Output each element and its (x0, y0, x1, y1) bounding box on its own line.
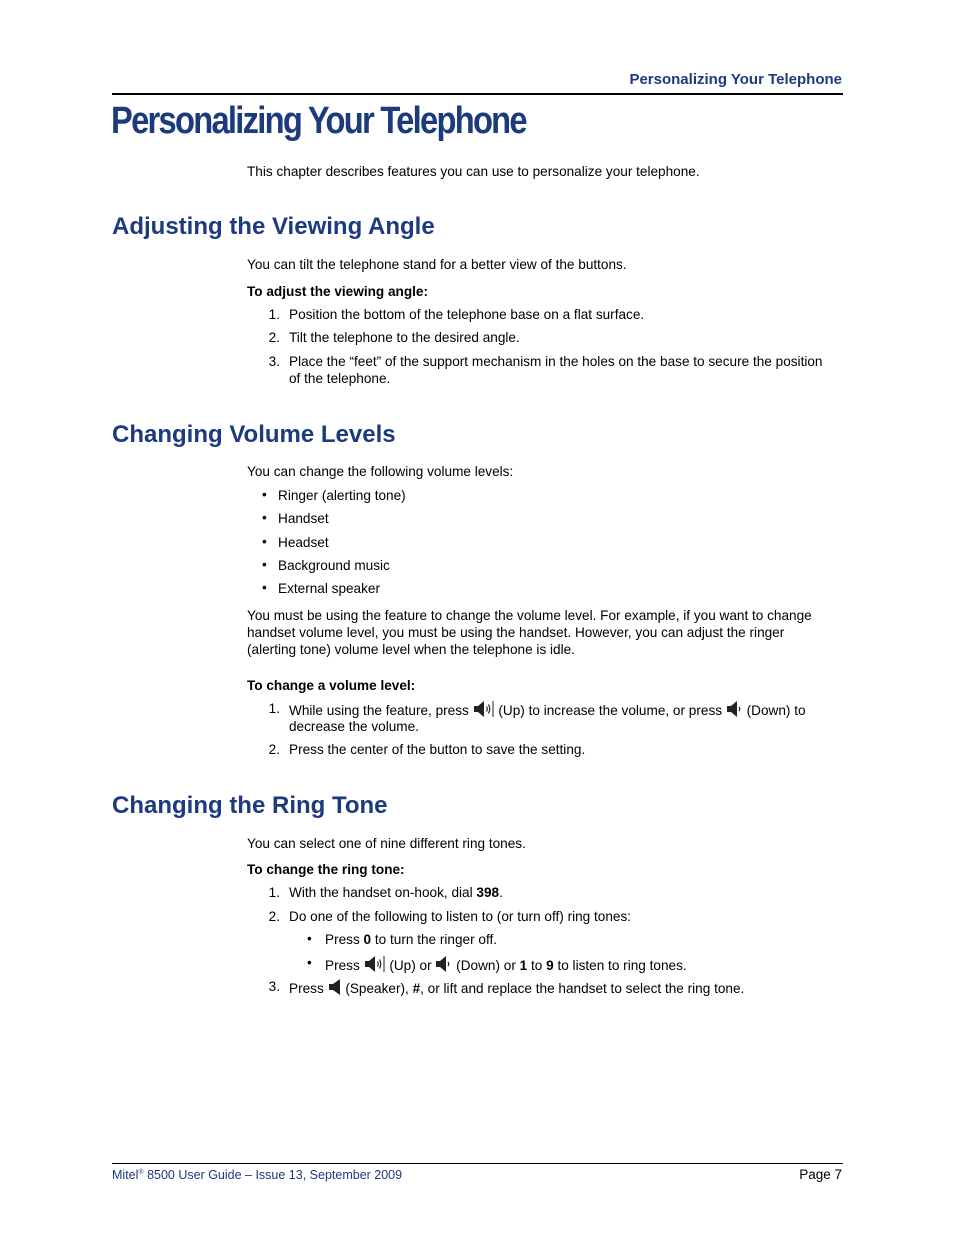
footer-rule (112, 1163, 843, 1164)
list-item-text: Handset (278, 511, 329, 526)
volume-down-icon (435, 955, 452, 973)
text-part: Press (325, 958, 360, 973)
list-item-text: Headset (278, 535, 329, 550)
bullet-icon: • (262, 510, 267, 525)
step-number: 3. (268, 979, 280, 994)
step-text-line-2: decrease the volume. (289, 719, 419, 734)
text-part: Press (325, 932, 360, 947)
step-number: 2. (268, 909, 280, 924)
ring-tone-procedure-title: To change the ring tone: (247, 862, 405, 877)
key-label: 9 (546, 958, 554, 973)
bullet-icon: • (307, 955, 312, 970)
step-text: (Down) to (746, 703, 806, 718)
list-item-text: External speaker (278, 581, 381, 596)
step-number: 1. (268, 701, 280, 716)
volume-up-icon (364, 955, 386, 973)
text-part: to turn the ringer off. (374, 932, 498, 947)
footer-guide-title (112, 1168, 402, 1182)
dial-code: 398 (476, 885, 500, 900)
list-item-text (325, 931, 497, 948)
step-number: 3. (268, 354, 280, 369)
volume-note-line-2: handset volume level, you must be using the handset. However, you can adjust the ringer (247, 625, 785, 640)
text-part: (Up) or (389, 958, 432, 973)
bullet-icon: • (262, 580, 267, 595)
text-part: (Speaker), (345, 981, 409, 996)
bullet-icon: • (262, 487, 267, 502)
step-text: While using the feature, press (289, 703, 469, 718)
running-header: Personalizing Your Telephone (629, 71, 842, 88)
volume-note-line-3: (alerting tone) volume level when the telephone is idle. (247, 642, 575, 657)
section-heading-viewing-angle: Adjusting the Viewing Angle (112, 213, 435, 240)
viewing-angle-procedure-title: To adjust the viewing angle: (247, 284, 429, 299)
footer-brand: Mitel (112, 1168, 139, 1182)
viewing-angle-intro: You can tilt the telephone stand for a better view of the buttons. (247, 257, 627, 272)
step-text-part: With the handset on-hook, dial (289, 885, 473, 900)
step-text: (Up) to increase the volume, or press (498, 703, 723, 718)
bullet-icon: • (262, 557, 267, 572)
step-text: Press the center of the button to save the setting. (289, 742, 586, 757)
chapter-intro: This chapter describes features you can use to personalize your telephone. (247, 164, 700, 179)
step-number: 1. (268, 307, 280, 322)
chapter-title: Personalizing Your Telephone (111, 100, 526, 142)
volume-procedure-title: To change a volume level: (247, 678, 416, 693)
step-text: Tilt the telephone to the desired angle. (289, 330, 520, 345)
footer-guide: 8500 User Guide – Issue 13, September 2009 (147, 1168, 403, 1182)
speaker-icon (328, 978, 342, 996)
list-item-text (325, 955, 687, 974)
step-text: Position the bottom of the telephone base on a flat surface. (289, 307, 645, 322)
bullet-icon: • (307, 931, 312, 946)
step-text (289, 978, 744, 997)
page-number: Page 7 (799, 1167, 842, 1182)
volume-up-icon (473, 700, 495, 718)
bullet-icon: • (262, 534, 267, 549)
text-part: (Down) or (456, 958, 516, 973)
list-item-text: Ringer (alerting tone) (278, 488, 406, 503)
text-part: to (530, 958, 543, 973)
step-text-end: . (499, 885, 503, 900)
key-label: # (412, 981, 421, 996)
registered-mark: ® (138, 1168, 144, 1176)
step-number: 1. (268, 885, 280, 900)
key-label: 0 (363, 932, 372, 947)
volume-down-icon (726, 700, 743, 718)
section-heading-ring-tone: Changing the Ring Tone (112, 792, 388, 819)
step-text (289, 884, 503, 901)
step-text-line-1: Place the “feet” of the support mechanism in the holes on the base to secure the position (289, 354, 823, 369)
step-text-line-2: of the telephone. (289, 371, 391, 386)
step-text-line-1 (289, 700, 806, 719)
step-number: 2. (268, 330, 280, 345)
step-number: 2. (268, 742, 280, 757)
step-text: Do one of the following to listen to (or turn off) ring tones: (289, 909, 632, 924)
list-item-text: Background music (278, 558, 390, 573)
text-part: to listen to ring tones. (557, 958, 687, 973)
text-part: , or lift and replace the handset to select the ring tone. (420, 981, 745, 996)
section-heading-volume: Changing Volume Levels (112, 421, 396, 448)
key-label: 1 (519, 958, 528, 973)
ring-tone-intro: You can select one of nine different ring tones. (247, 836, 526, 851)
volume-note-line-1: You must be using the feature to change the volume level. For example, if you want to change (247, 608, 812, 623)
volume-intro: You can change the following volume levels: (247, 464, 514, 479)
text-part: Press (289, 981, 324, 996)
header-rule (112, 93, 843, 95)
